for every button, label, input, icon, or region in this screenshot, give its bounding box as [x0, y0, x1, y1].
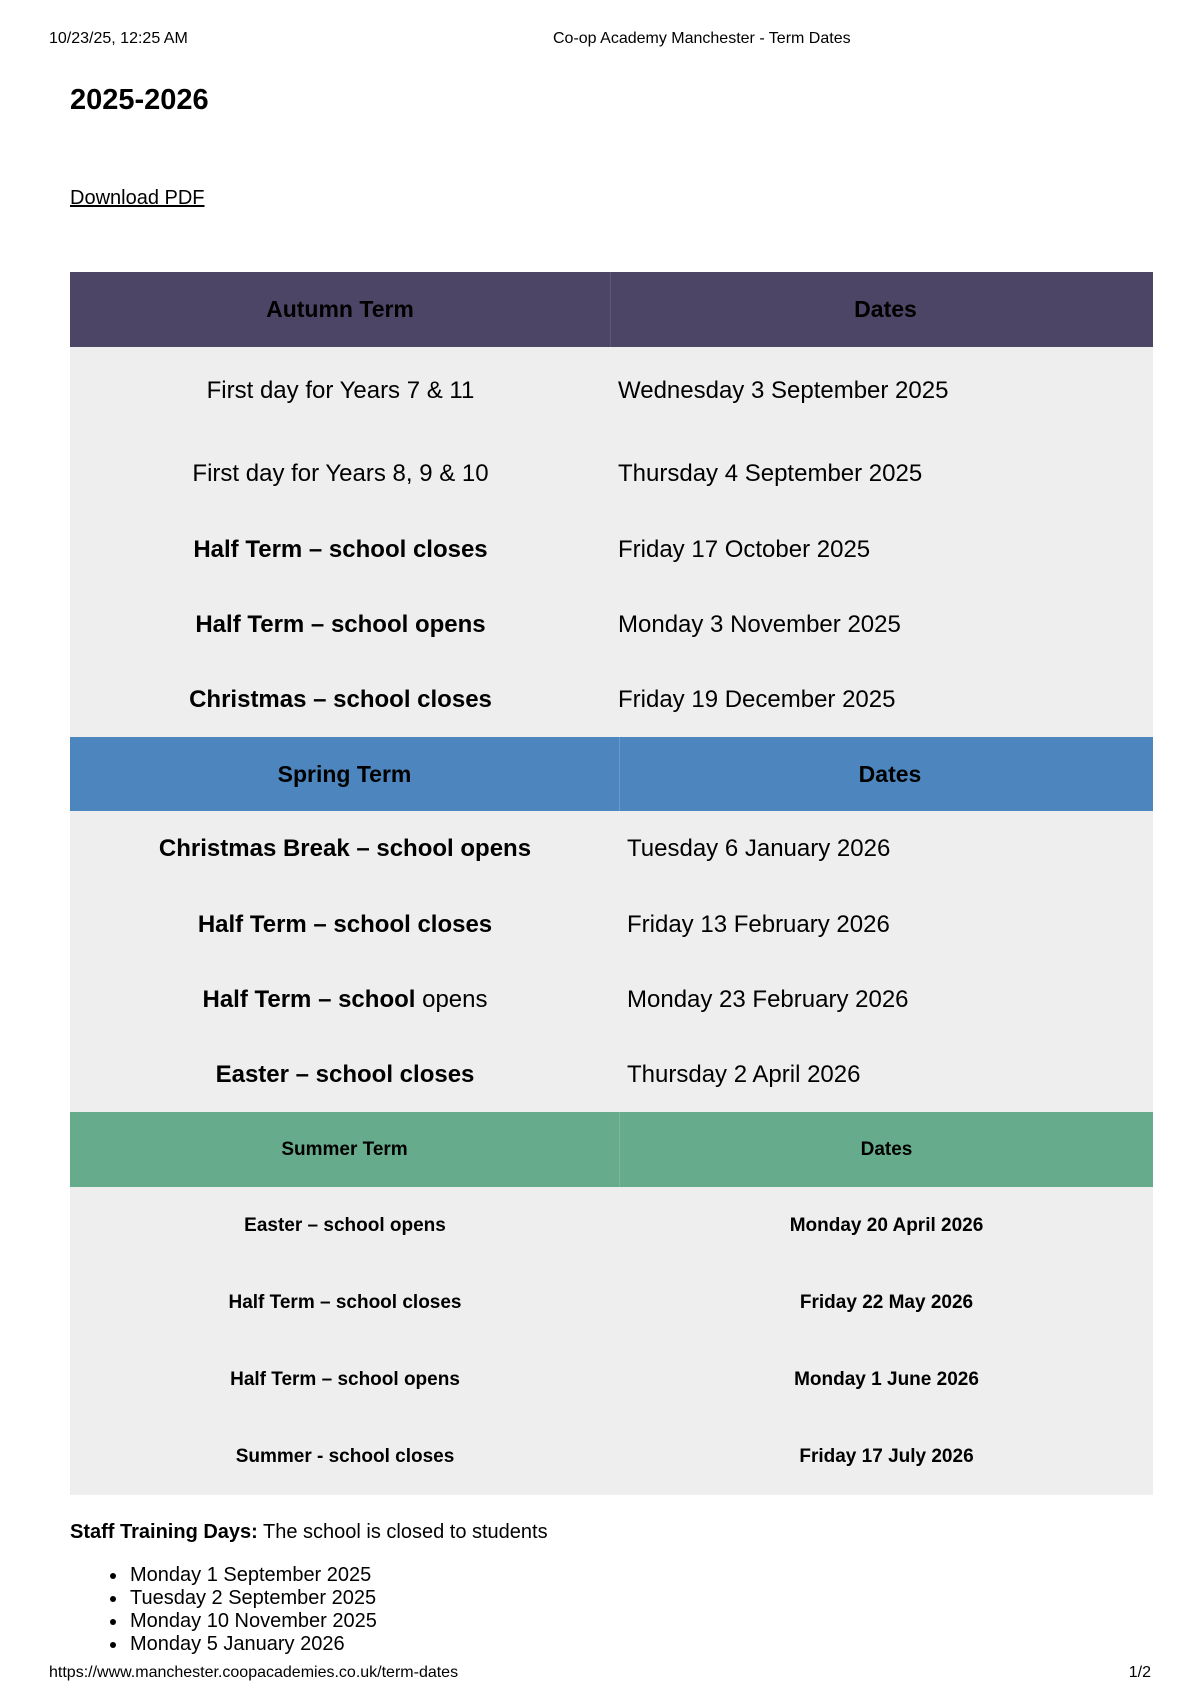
event-cell: Easter – school opens [244, 1214, 446, 1236]
summer-dates-header: Dates [860, 1138, 913, 1160]
summer-term-header: Summer Term [70, 1112, 620, 1187]
date-cell: Wednesday 3 September 2025 [618, 377, 949, 404]
table-row [70, 962, 1153, 1037]
table-row [70, 587, 1153, 662]
spring-dates-header: Dates [858, 760, 922, 787]
table-row [70, 1187, 1153, 1264]
event-cell: Half Term – school opens [230, 1368, 460, 1390]
page-number: 1/2 [1128, 1664, 1151, 1681]
date-cell: Monday 3 November 2025 [618, 610, 901, 638]
table-row [70, 1418, 1153, 1495]
date-cell: Thursday 2 April 2026 [627, 1060, 861, 1088]
autumn-term-header-row [70, 272, 1153, 347]
date-cell: Friday 13 February 2026 [627, 910, 890, 938]
summer-term-header-row [70, 1112, 1153, 1187]
event-cell: Easter – school closes [215, 1060, 475, 1088]
table-row [70, 1264, 1153, 1341]
staff-training-label: Staff Training Days: [70, 1521, 258, 1543]
autumn-term-header: Autumn Term [70, 272, 611, 347]
table-row [70, 887, 1153, 962]
spring-term-header-row [70, 737, 1153, 811]
date-cell: Monday 20 April 2026 [789, 1214, 984, 1236]
staff-training-text: The school is closed to students [257, 1521, 548, 1543]
event-cell: Half Term – school closes [228, 1291, 462, 1313]
event-cell: Half Term – school opens [195, 610, 486, 638]
print-page-title: Co-op Academy Manchester - Term Dates [553, 30, 851, 47]
event-cell: Half Term – school closes [193, 535, 488, 563]
list-item: Tuesday 2 September 2025 [130, 1587, 377, 1609]
print-header [49, 30, 1151, 52]
table-row [70, 512, 1153, 587]
date-cell: Monday 1 June 2026 [794, 1368, 979, 1390]
event-bold-text: Half Term – school [202, 985, 416, 1013]
table-row [70, 662, 1153, 737]
summer-term-table [70, 1112, 1153, 1495]
table-row [70, 347, 1153, 435]
event-cell: First day for Years 7 & 11 [206, 377, 475, 404]
event-cell: Christmas Break – school opens [158, 835, 532, 862]
date-cell: Monday 23 February 2026 [627, 985, 909, 1013]
print-url: https://www.manchester.coopacademies.co.uk/term-dates [49, 1664, 459, 1681]
table-row [70, 811, 1153, 887]
date-cell: Tuesday 6 January 2026 [627, 835, 891, 862]
print-timestamp: 10/23/25, 12:25 AM [49, 30, 188, 47]
staff-training-days-list [130, 1564, 377, 1656]
date-cell: Friday 19 December 2025 [618, 685, 896, 713]
event-plain-text: opens [415, 985, 488, 1013]
year-heading: 2025-2026 [70, 84, 209, 116]
table-row [70, 1037, 1153, 1112]
table-row [70, 435, 1153, 512]
event-cell: Christmas – school closes [189, 685, 492, 713]
autumn-term-table [70, 272, 1153, 737]
autumn-dates-header: Dates [854, 296, 917, 322]
event-cell: First day for Years 8, 9 & 10 [192, 459, 489, 487]
date-cell: Thursday 4 September 2025 [618, 459, 923, 487]
event-cell [70, 962, 620, 1037]
table-row [70, 1341, 1153, 1418]
spring-term-table [70, 737, 1153, 1112]
date-cell: Friday 17 July 2026 [799, 1445, 974, 1467]
spring-term-header: Spring Term [70, 737, 620, 811]
date-cell: Friday 17 October 2025 [618, 535, 871, 563]
list-item: Monday 10 November 2025 [130, 1610, 377, 1632]
list-item: Monday 1 September 2025 [130, 1564, 377, 1587]
event-cell: Half Term – school closes [197, 910, 493, 938]
event-cell: Summer - school closes [235, 1445, 455, 1467]
staff-training-note [70, 1521, 548, 1544]
download-pdf-link[interactable]: Download PDF [70, 187, 205, 209]
date-cell: Friday 22 May 2026 [799, 1291, 974, 1313]
list-item: Monday 5 January 2026 [130, 1633, 377, 1656]
